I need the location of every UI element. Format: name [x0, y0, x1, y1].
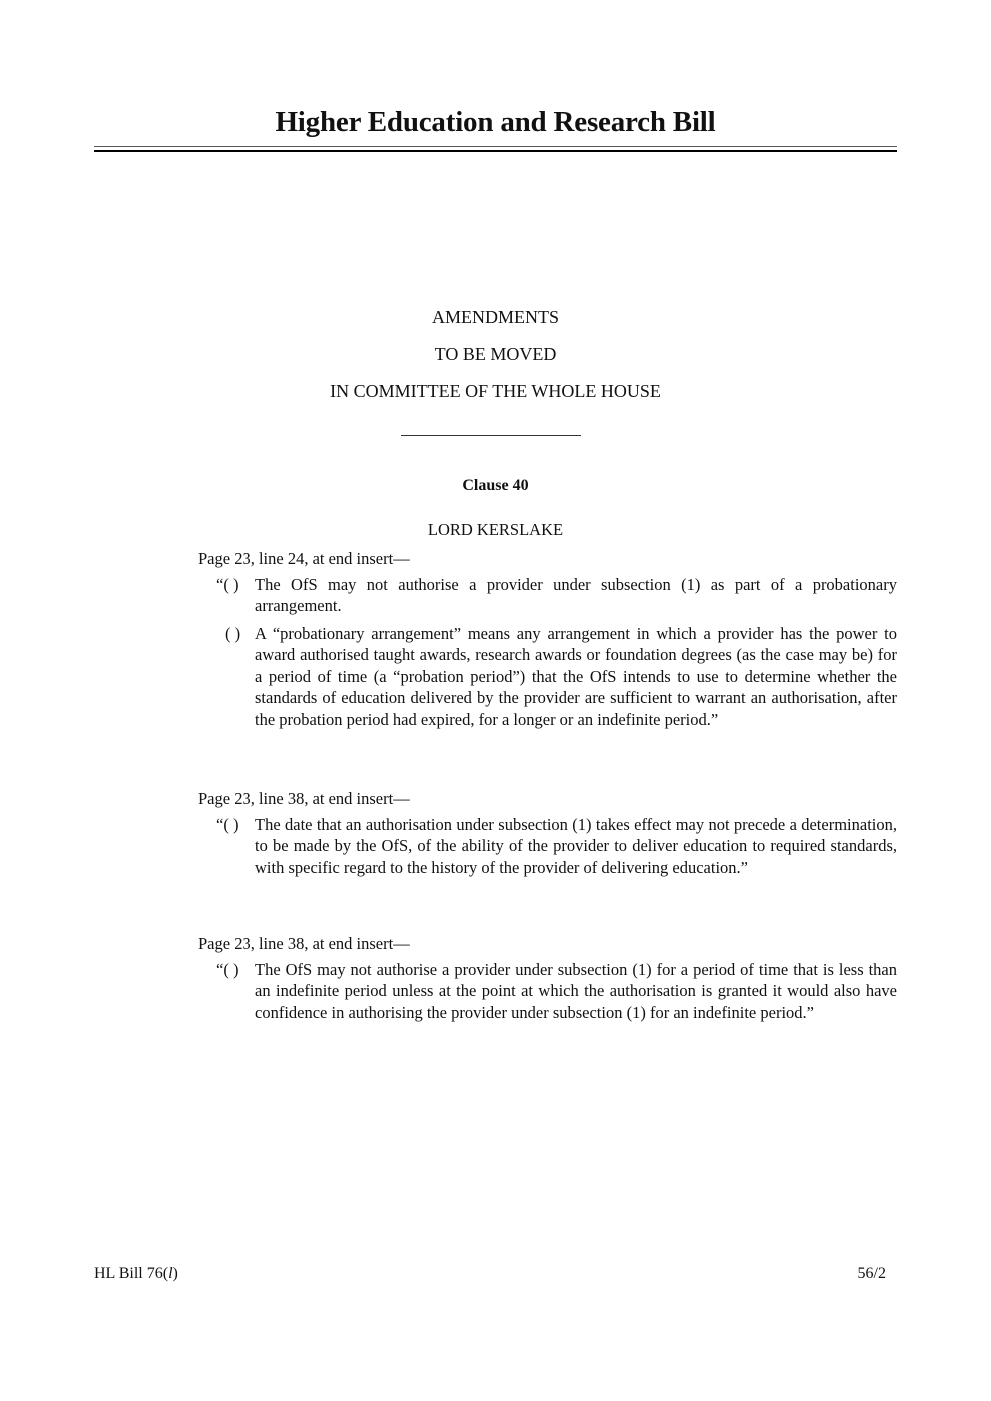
- amendment-2: [198, 788, 897, 884]
- subsection-text: The OfS may not authorise a provider under subsection (1) as part of a probationary arrangement.: [255, 574, 897, 616]
- subsection-number: “( ): [216, 959, 239, 979]
- amendment-subsection: [198, 814, 897, 879]
- title-rule-thick: [94, 150, 897, 152]
- bill-ref-suffix: ): [172, 1265, 178, 1282]
- amendment-page-ref: Page 23, line 38, at end insert—: [198, 789, 410, 808]
- amendment-page-ref: Page 23, line 24, at end insert—: [198, 549, 410, 568]
- amendment-3: [198, 933, 897, 1029]
- bill-ref-prefix: HL Bill 76(: [94, 1265, 169, 1282]
- amendment-subsection: [198, 959, 897, 1024]
- section-divider: [401, 435, 581, 436]
- mover-name: LORD KERSLAKE: [427, 520, 564, 539]
- heading-committee: IN COMMITTEE OF THE WHOLE HOUSE: [330, 381, 661, 401]
- subsection-text: The date that an authorisation under subsection (1) takes effect may not precede a determination, to be made by the OfS, of the ability of the provider to deliver education to required standards, with specific regard to the history of the provider of delivering education.”: [255, 814, 897, 877]
- bill-title: Higher Education and Research Bill: [275, 106, 716, 138]
- subsection-number: “( ): [216, 574, 239, 594]
- amendment-1: [198, 548, 897, 737]
- subsection-number: ( ): [225, 623, 241, 643]
- amendment-subsection: [198, 623, 897, 731]
- subsection-number: “( ): [216, 814, 239, 834]
- subsection-text: A “probationary arrangement” means any arrangement in which a provider has the power to award authorised taught awards, research awards or foundation degrees (as the case may be) for a period of time (a “probation period”) that the OfS intends to use to determine whether the standards of education delivered by the provider are sufficient to warrant an authorisation, after the probation period had expired, for a longer or an indefinite period.”: [255, 623, 897, 730]
- amendment-page-ref: Page 23, line 38, at end insert—: [198, 934, 410, 953]
- page-number: 56/2: [857, 1265, 886, 1282]
- heading-to-be-moved: TO BE MOVED: [434, 344, 557, 364]
- heading-amendments: AMENDMENTS: [431, 307, 559, 327]
- bill-reference: [94, 1265, 178, 1283]
- clause-heading: Clause 40: [462, 477, 529, 494]
- bill-ref-italic: l: [168, 1265, 173, 1282]
- title-rule-thin: [94, 146, 897, 147]
- subsection-text: The OfS may not authorise a provider under subsection (1) for a period of time that is less than an indefinite period unless at the point at which the authorisation is granted it would also have confidence in authorising the provider under subsection (1) for an indefinite period.”: [255, 959, 897, 1022]
- amendment-subsection: [198, 574, 897, 617]
